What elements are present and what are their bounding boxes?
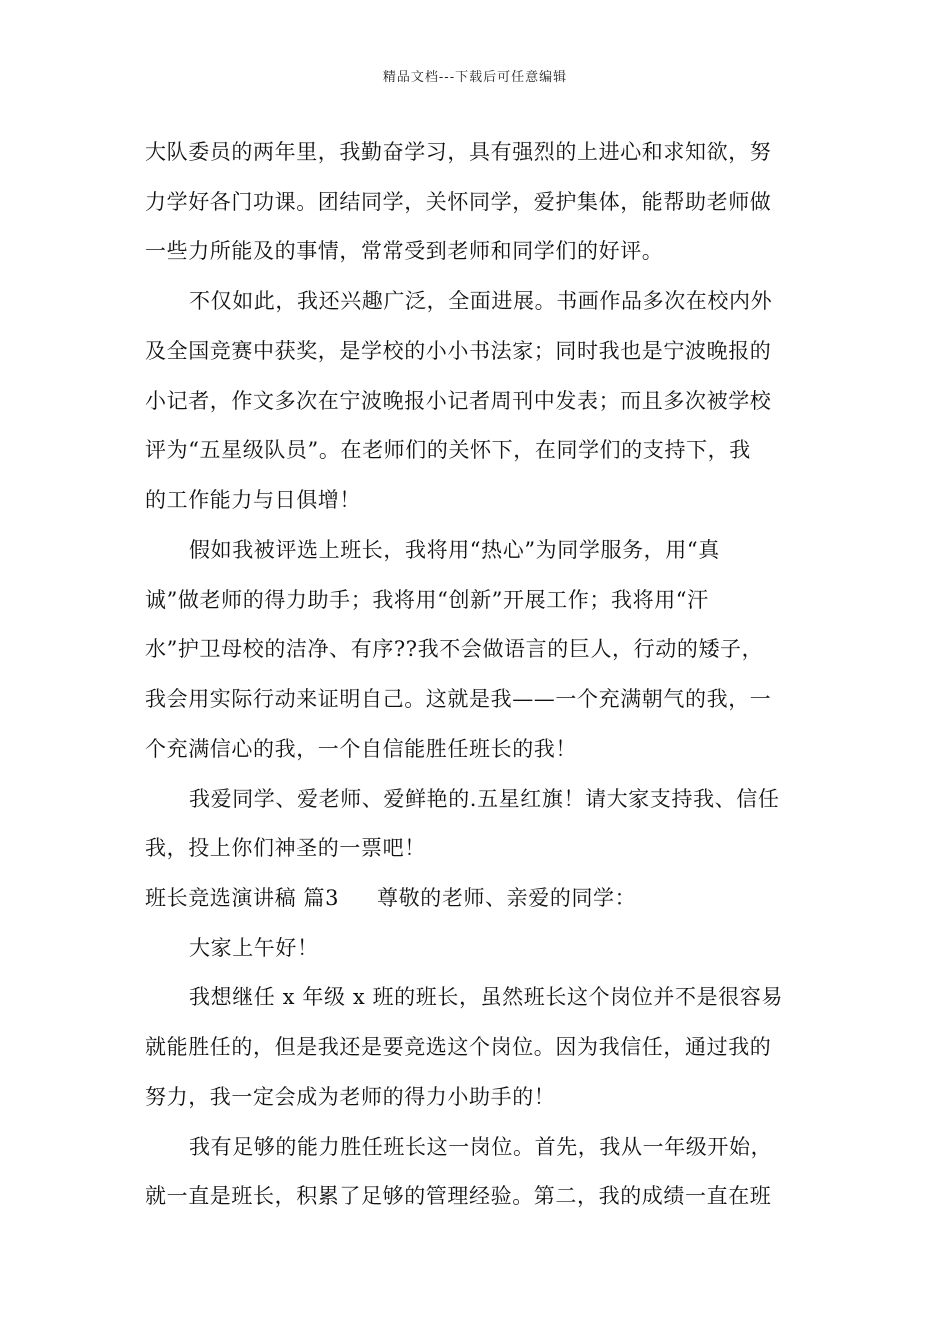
page-header: 精品文档---下载后可任意编辑 [382, 70, 568, 85]
paragraph-line: 的工作能力与日俱增！ [145, 488, 361, 512]
paragraph-line: 一些力所能及的事情，常常受到老师和同学们的好评。 [145, 239, 664, 263]
section-heading: 班长竞选演讲稿 篇3 [145, 886, 340, 910]
paragraph-line: 就一直是班长，积累了足够的管理经验。第二，我的成绩一直在班 [145, 1184, 772, 1208]
paragraph-line: 不仅如此，我还兴趣广泛，全面进展。书画作品多次在校内外 [189, 289, 773, 313]
paragraph-line: 我会用实际行动来证明自己。这就是我——一个充满朝气的我，一 [145, 687, 772, 711]
paragraph-line: 大队委员的两年里，我勤奋学习，具有强烈的上进心和求知欲，努 [145, 140, 772, 164]
paragraph-line: 及全国竞赛中获奖，是学校的小小书法家；同时我也是宁波晚报的 [145, 339, 772, 363]
paragraph-line: 努力，我一定会成为老师的得力小助手的！ [145, 1085, 556, 1109]
paragraph-line: 我有足够的能力胜任班长这一岗位。首先，我从一年级开始， [189, 1135, 773, 1159]
paragraph-line: 就能胜任的，但是我还是要竞选这个岗位。因为我信任，通过我的 [145, 1035, 772, 1059]
paragraph-line: 力学好各门功课。团结同学，关怀同学，爱护集体，能帮助老师做 [145, 190, 772, 214]
section-heading-line [145, 885, 636, 911]
paragraph-line: 我，投上你们神圣的一票吧！ [145, 836, 426, 860]
paragraph-line: 评为“五星级队员”。在老师们的关怀下，在同学们的支持下，我 [145, 438, 751, 462]
paragraph-line: 我想继任 x 年级 x 班的班长，虽然班长这个岗位并不是很容易 [189, 985, 783, 1009]
paragraph-line: 假如我被评选上班长，我将用“热心”为同学服务，用“真 [189, 538, 720, 562]
paragraph-line: 小记者，作文多次在宁波晚报小记者周刊中发表；而且多次被学校 [145, 389, 772, 413]
paragraph-line: 个充满信心的我，一个自信能胜任班长的我！ [145, 737, 577, 761]
greeting: 尊敬的老师、亲爱的同学： [377, 886, 637, 910]
paragraph-line: 大家上午好！ [189, 936, 319, 960]
paragraph-line: 诚”做老师的得力助手；我将用“创新”开展工作；我将用“汗 [145, 588, 709, 612]
paragraph-line: 水”护卫母校的洁净、有序??我不会做语言的巨人，行动的矮子， [145, 637, 764, 661]
paragraph-line: 我爱同学、爱老师、爱鲜艳的.五星红旗！请大家支持我、信任 [189, 787, 780, 811]
